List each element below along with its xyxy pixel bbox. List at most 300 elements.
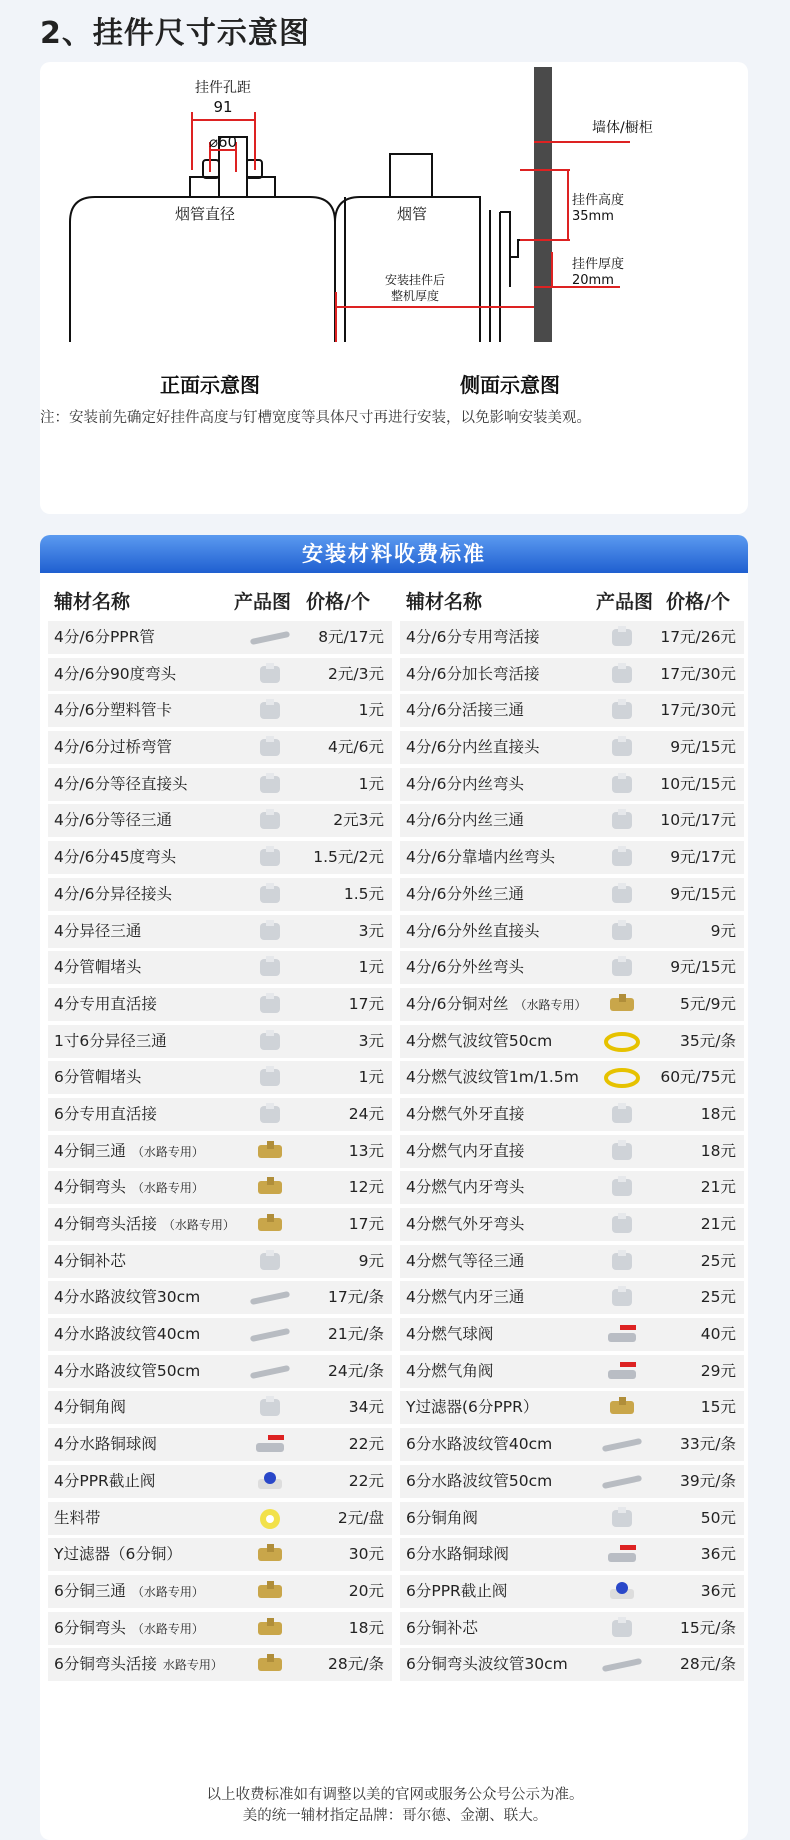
nipple-icon — [600, 992, 644, 1017]
item-name — [406, 1135, 524, 1168]
table-row — [400, 694, 744, 727]
table-row — [400, 1208, 744, 1241]
item-name — [406, 1061, 579, 1094]
item-name-text: 4分/6分45度弯头 — [54, 848, 177, 867]
item-price: 8元/17元 — [318, 628, 384, 646]
item-price: 22元 — [348, 1435, 384, 1454]
item-name — [54, 951, 141, 984]
tee-icon — [600, 1285, 644, 1310]
item-name-text: 4分/6分PPR管 — [54, 628, 155, 646]
tee-icon — [600, 1249, 644, 1274]
item-name — [54, 1098, 157, 1131]
table-row — [48, 1318, 392, 1351]
table-row — [48, 1171, 392, 1204]
item-price: 33元/条 — [680, 1435, 736, 1454]
item-name-text: 4分/6分等径直接头 — [54, 774, 188, 793]
item-name — [406, 1391, 538, 1424]
table-row — [400, 1648, 744, 1681]
install-label-2: 整机厚度 — [390, 289, 440, 303]
item-price: 18元 — [700, 1104, 736, 1123]
header-name: 辅材名称 — [54, 591, 131, 613]
item-name — [54, 1025, 167, 1058]
table-row — [400, 951, 744, 984]
hose-icon — [600, 1469, 644, 1494]
elbow-icon — [600, 772, 644, 797]
item-note: （水路专用） — [162, 1218, 235, 1232]
clip-icon — [248, 698, 292, 723]
tee-icon — [248, 808, 292, 833]
hanger-height-label: 挂件高度 — [572, 193, 625, 208]
table-row — [400, 915, 744, 948]
tape-icon — [248, 1506, 292, 1531]
item-name-text: 6分铜三通 — [54, 1581, 126, 1600]
item-name — [54, 878, 172, 911]
item-price: 18元 — [700, 1141, 736, 1160]
footer-line-2: 美的统一辅材指定品牌：哥尔德、金潮、联大。 — [242, 1808, 548, 1824]
item-price: 20元 — [348, 1581, 384, 1600]
y-filter-icon — [600, 1395, 644, 1420]
wall-label: 墙体/橱柜 — [592, 120, 653, 136]
item-name-text: Y过滤器(6分PPR） — [406, 1398, 539, 1417]
item-name — [406, 658, 539, 691]
item-price: 1.5元/2元 — [313, 848, 384, 867]
item-price: 9元/17元 — [670, 848, 736, 867]
item-name-text: 4分/6分塑料管卡 — [54, 701, 172, 720]
coupling-icon — [248, 772, 292, 797]
item-name — [54, 841, 176, 874]
table-row — [400, 768, 744, 801]
item-name — [406, 1025, 552, 1058]
brass-tee-icon — [248, 1139, 292, 1164]
item-name-text: 4分水路铜球阀 — [54, 1435, 157, 1454]
gas-hose-icon — [600, 1065, 644, 1090]
item-price: 17元/26元 — [660, 628, 736, 646]
section-title: 2、挂件尺寸示意图 — [40, 16, 310, 51]
hose-icon — [248, 1285, 292, 1310]
item-name — [54, 988, 157, 1021]
front-caption: 正面示意图 — [160, 373, 260, 397]
item-name-text: 4分燃气等径三通 — [406, 1251, 525, 1270]
item-price: 5元/9元 — [680, 994, 736, 1013]
item-name — [406, 915, 539, 948]
union-icon — [248, 1102, 292, 1127]
table-row — [48, 988, 392, 1021]
item-name-text: 4分燃气球阀 — [406, 1325, 494, 1344]
angle-valve-icon — [248, 1395, 292, 1420]
item-name-text: 4分/6分过桥弯管 — [54, 738, 172, 757]
brass-union-icon — [248, 1652, 292, 1677]
header-price: 价格/个 — [306, 591, 370, 613]
item-name — [54, 1061, 141, 1094]
reducer-icon — [248, 882, 292, 907]
wall — [534, 67, 552, 342]
coupling-icon — [600, 1102, 644, 1127]
item-name-text: 6分铜补芯 — [406, 1618, 478, 1637]
item-name-text: Y过滤器（6分铜） — [54, 1545, 182, 1564]
table-row — [400, 1612, 744, 1645]
item-price: 1.5元 — [343, 884, 384, 903]
item-name-text: 4分专用直活接 — [54, 994, 157, 1013]
hanger-thickness-value: 20mm — [572, 273, 614, 288]
item-price: 34元 — [348, 1398, 384, 1417]
item-name-text: 4分铜角阀 — [54, 1398, 126, 1417]
item-name — [406, 988, 586, 1022]
item-name-text: 6分铜弯头活接 — [54, 1655, 157, 1674]
table-row — [48, 1135, 392, 1168]
table-row — [48, 1208, 392, 1241]
table-column-right — [400, 577, 744, 1685]
item-name — [406, 1612, 478, 1645]
item-price: 17元/30元 — [660, 664, 736, 683]
table-row — [400, 1502, 744, 1535]
table-row — [48, 1612, 392, 1645]
install-label-1: 安装挂件后 — [384, 273, 446, 287]
item-name — [406, 768, 524, 801]
coupling-icon — [600, 735, 644, 760]
table-row — [400, 1575, 744, 1608]
column-header — [48, 577, 392, 621]
item-name — [406, 1171, 524, 1204]
item-name — [406, 1575, 507, 1608]
table-row — [400, 1135, 744, 1168]
item-name-text: 4分燃气波纹管50cm — [406, 1031, 553, 1050]
table-row — [48, 1025, 392, 1058]
gas-valve-icon — [600, 1359, 644, 1384]
item-note: 水路专用） — [162, 1658, 223, 1673]
item-name-text: 4分/6分异径接头 — [54, 884, 172, 903]
item-name — [54, 694, 172, 727]
table-row — [400, 1428, 744, 1461]
table-row — [48, 621, 392, 654]
item-name-text: 4分管帽堵头 — [54, 958, 142, 977]
item-name-text: 4分铜补芯 — [54, 1251, 126, 1270]
tee-icon — [600, 882, 644, 907]
table-column-left — [48, 577, 392, 1685]
item-name-text: 6分专用直活接 — [54, 1104, 157, 1123]
item-name — [406, 951, 524, 984]
table-row — [400, 988, 744, 1021]
item-name-text: 4分/6分内丝三通 — [406, 811, 524, 830]
item-name — [54, 1465, 155, 1498]
table-row — [400, 731, 744, 764]
item-name — [406, 1538, 509, 1571]
bridge-pipe-icon — [248, 735, 292, 760]
table-row — [48, 731, 392, 764]
item-price: 39元/条 — [680, 1471, 736, 1490]
item-name-text: 4分异径三通 — [54, 921, 142, 940]
hose-icon — [600, 1432, 644, 1457]
item-price: 22元 — [348, 1471, 384, 1490]
item-name — [54, 1135, 204, 1169]
item-name — [406, 878, 524, 911]
table-row — [400, 658, 744, 691]
table-row — [48, 1391, 392, 1424]
front-flue-label: 烟管直径 — [174, 205, 236, 223]
side-caption: 侧面示意图 — [460, 373, 560, 397]
header-price: 价格/个 — [666, 591, 730, 613]
hose-icon — [248, 1359, 292, 1384]
item-name-text: 4分/6分90度弯头 — [54, 664, 177, 683]
union-icon — [248, 992, 292, 1017]
item-price: 1元 — [358, 774, 384, 793]
item-name — [406, 804, 524, 837]
table-row — [400, 1245, 744, 1278]
item-name-text: 4分水路波纹管30cm — [54, 1288, 201, 1307]
hose-icon — [600, 1652, 644, 1677]
item-name — [54, 1391, 126, 1424]
item-name-text: 4分铜三通 — [54, 1141, 126, 1160]
table-row — [48, 804, 392, 837]
item-name-text: 6分水路铜球阀 — [406, 1545, 509, 1564]
item-name — [54, 621, 155, 654]
table-row — [48, 841, 392, 874]
item-name — [54, 1318, 200, 1351]
table-row — [400, 1318, 744, 1351]
item-price: 28元/条 — [328, 1655, 384, 1674]
item-name — [54, 731, 172, 764]
item-name-text: 1寸6分异径三通 — [54, 1031, 167, 1050]
item-name-text: 4分燃气内牙直接 — [406, 1141, 525, 1160]
item-name-text: 4分燃气波纹管1m/1.5m — [406, 1068, 579, 1087]
item-note: （水路专用） — [131, 1181, 204, 1196]
table-row — [48, 694, 392, 727]
gas-valve-icon — [600, 1322, 644, 1347]
item-price: 9元/15元 — [670, 738, 736, 757]
item-name-text: 4分铜弯头 — [54, 1178, 126, 1197]
item-name — [54, 658, 176, 691]
table-row — [48, 1538, 392, 1571]
item-name-text: 4分/6分外丝三通 — [406, 884, 524, 903]
item-name — [406, 1465, 552, 1498]
tee-icon — [248, 919, 292, 944]
side-dimensions — [336, 142, 630, 342]
item-price: 10元/17元 — [660, 811, 736, 830]
item-name — [54, 804, 172, 837]
table-row — [400, 1025, 744, 1058]
table-row — [48, 1428, 392, 1461]
front-view — [70, 137, 335, 342]
elbow-icon — [600, 955, 644, 980]
gas-hose-icon — [600, 1029, 644, 1054]
elbow-icon — [600, 1212, 644, 1237]
brass-elbow-icon — [248, 1175, 292, 1200]
cap-icon — [248, 1065, 292, 1090]
item-price: 29元 — [700, 1361, 736, 1380]
angle-valve-icon — [600, 1506, 644, 1531]
item-name-text: 4分/6分靠墙内丝弯头 — [406, 848, 555, 867]
pipe-icon — [248, 625, 292, 650]
item-name — [54, 1208, 235, 1242]
table-row — [48, 768, 392, 801]
material-fee-table — [40, 535, 748, 1840]
item-name-text: 4分燃气角阀 — [406, 1361, 494, 1380]
table-row — [48, 1355, 392, 1388]
table-row — [400, 1171, 744, 1204]
item-price: 2元/3元 — [328, 664, 384, 683]
install-note: 注：安装前先确定好挂件高度与钉槽宽度等具体尺寸再进行安装，以免影响安装美观。 — [40, 410, 591, 426]
table-row — [48, 915, 392, 948]
item-price: 1元 — [358, 958, 384, 977]
item-price: 28元/条 — [680, 1655, 736, 1674]
stop-valve-icon — [248, 1469, 292, 1494]
brass-elbow-icon — [248, 1616, 292, 1641]
diagram-drawing — [40, 62, 748, 514]
item-price: 24元 — [348, 1104, 384, 1123]
item-name — [406, 1098, 524, 1131]
item-name — [406, 694, 524, 727]
table-row — [48, 1098, 392, 1131]
item-name — [54, 1171, 204, 1205]
item-name-text: 4分/6分加长弯活接 — [406, 664, 540, 683]
tee-icon — [600, 808, 644, 833]
item-name — [54, 1502, 101, 1535]
hanger-diagram — [40, 62, 748, 514]
item-name — [406, 1355, 493, 1388]
table-row — [48, 1575, 392, 1608]
item-name — [406, 1502, 478, 1535]
header-name: 辅材名称 — [406, 591, 483, 613]
side-flue-label: 烟管 — [396, 205, 428, 223]
table-row — [400, 1538, 744, 1571]
item-price: 2元3元 — [333, 811, 384, 830]
item-name — [54, 1612, 204, 1646]
item-name-text: 6分铜角阀 — [406, 1508, 478, 1527]
item-name — [406, 621, 539, 654]
cap-icon — [248, 955, 292, 980]
bushing-icon — [248, 1249, 292, 1274]
table-row — [48, 1502, 392, 1535]
elbow-union-icon — [600, 662, 644, 687]
column-header — [400, 577, 744, 621]
table-row — [400, 1098, 744, 1131]
item-name — [54, 1575, 204, 1609]
item-name-text: 6分铜弯头波纹管30cm — [406, 1655, 568, 1674]
item-name-text: 4分/6分内丝直接头 — [406, 738, 540, 757]
item-name-text: 6分水路波纹管50cm — [406, 1471, 553, 1490]
header-image: 产品图 — [234, 591, 292, 613]
table-row — [400, 1281, 744, 1314]
item-price: 9元/15元 — [670, 884, 736, 903]
item-name-text: 4分燃气外牙弯头 — [406, 1215, 525, 1233]
item-price: 2元/盘 — [337, 1508, 384, 1527]
item-price: 40元 — [700, 1325, 736, 1344]
item-name-text: 4分/6分等径三通 — [54, 811, 172, 830]
item-name — [406, 1208, 524, 1241]
item-price: 3元 — [358, 1031, 384, 1050]
item-name-text: 4分铜弯头活接 — [54, 1215, 157, 1233]
item-price: 21元 — [700, 1215, 736, 1233]
table-row — [400, 1391, 744, 1424]
item-note: （水路专用） — [131, 1584, 204, 1599]
ball-valve-icon — [248, 1432, 292, 1457]
bushing-icon — [600, 1616, 644, 1641]
table-row — [48, 1245, 392, 1278]
elbow-union-icon — [600, 625, 644, 650]
item-price: 21元 — [700, 1178, 736, 1197]
coupling-icon — [600, 1139, 644, 1164]
table-row — [48, 1061, 392, 1094]
item-price: 30元 — [348, 1545, 384, 1564]
item-note: （水路专用） — [131, 1621, 204, 1636]
item-name-text: 4分PPR截止阀 — [54, 1471, 156, 1490]
item-price: 1元 — [358, 701, 384, 720]
table-row — [48, 1648, 392, 1681]
side-flue — [390, 154, 432, 197]
item-price: 35元/条 — [680, 1031, 736, 1050]
ball-valve-icon — [600, 1542, 644, 1567]
table-row — [400, 1061, 744, 1094]
y-filter-icon — [248, 1542, 292, 1567]
item-name — [406, 841, 555, 874]
stop-valve-icon — [600, 1579, 644, 1604]
item-price: 12元 — [348, 1178, 384, 1197]
item-name — [406, 1428, 552, 1461]
item-name-text: 4分/6分专用弯活接 — [406, 628, 540, 646]
item-name-text: 4分燃气内牙弯头 — [406, 1178, 525, 1197]
item-name-text: 4分/6分活接三通 — [406, 701, 524, 720]
item-name — [54, 1281, 200, 1314]
item-name — [406, 1281, 524, 1314]
item-price: 9元 — [358, 1251, 384, 1270]
item-name-text: 6分铜弯头 — [54, 1618, 126, 1637]
item-price: 25元 — [700, 1251, 736, 1270]
elbow-icon — [248, 845, 292, 870]
item-note: （水路专用） — [514, 997, 587, 1012]
item-name-text: 4分/6分外丝弯头 — [406, 958, 524, 977]
item-name — [54, 768, 187, 801]
item-price: 17元/30元 — [660, 701, 736, 720]
tee-icon — [248, 1029, 292, 1054]
item-price: 21元/条 — [328, 1325, 384, 1344]
footer-line-1: 以上收费标准如有调整以美的官网或服务公众号公示为准。 — [206, 1787, 584, 1803]
item-price: 9元 — [710, 921, 736, 940]
item-name — [54, 915, 141, 948]
item-name-text: 6分PPR截止阀 — [406, 1581, 508, 1600]
coupling-icon — [600, 919, 644, 944]
item-price: 10元/15元 — [660, 774, 736, 793]
item-name — [54, 1245, 126, 1278]
hose-icon — [248, 1322, 292, 1347]
item-name — [406, 1318, 493, 1351]
table-row — [48, 1465, 392, 1498]
item-price: 18元 — [348, 1618, 384, 1637]
hanger-thickness-label: 挂件厚度 — [572, 257, 625, 272]
table-row — [400, 1465, 744, 1498]
item-price: 1元 — [358, 1068, 384, 1087]
hole-distance-value: 91 — [213, 98, 233, 116]
item-price: 60元/75元 — [660, 1068, 736, 1087]
header-image: 产品图 — [596, 591, 654, 613]
table-row — [48, 1281, 392, 1314]
item-name — [54, 1428, 157, 1461]
item-name-text: 4分/6分铜对丝 — [406, 994, 509, 1013]
item-name-text: 4分/6分外丝直接头 — [406, 921, 540, 940]
item-name — [406, 731, 539, 764]
item-price: 25元 — [700, 1288, 736, 1307]
item-name-text: 4分燃气内牙三通 — [406, 1288, 525, 1307]
item-price: 13元 — [348, 1141, 384, 1160]
item-price: 36元 — [700, 1581, 736, 1600]
hole-distance-label: 挂件孔距 — [195, 80, 251, 96]
item-name — [406, 1245, 524, 1278]
item-price: 17元/条 — [328, 1288, 384, 1307]
item-name-text: 4分燃气外牙直接 — [406, 1104, 525, 1123]
table-banner: 安装材料收费标准 — [40, 535, 748, 573]
table-row — [400, 878, 744, 911]
brass-tee-icon — [248, 1579, 292, 1604]
elbow-icon — [248, 662, 292, 687]
item-name — [54, 1355, 200, 1388]
